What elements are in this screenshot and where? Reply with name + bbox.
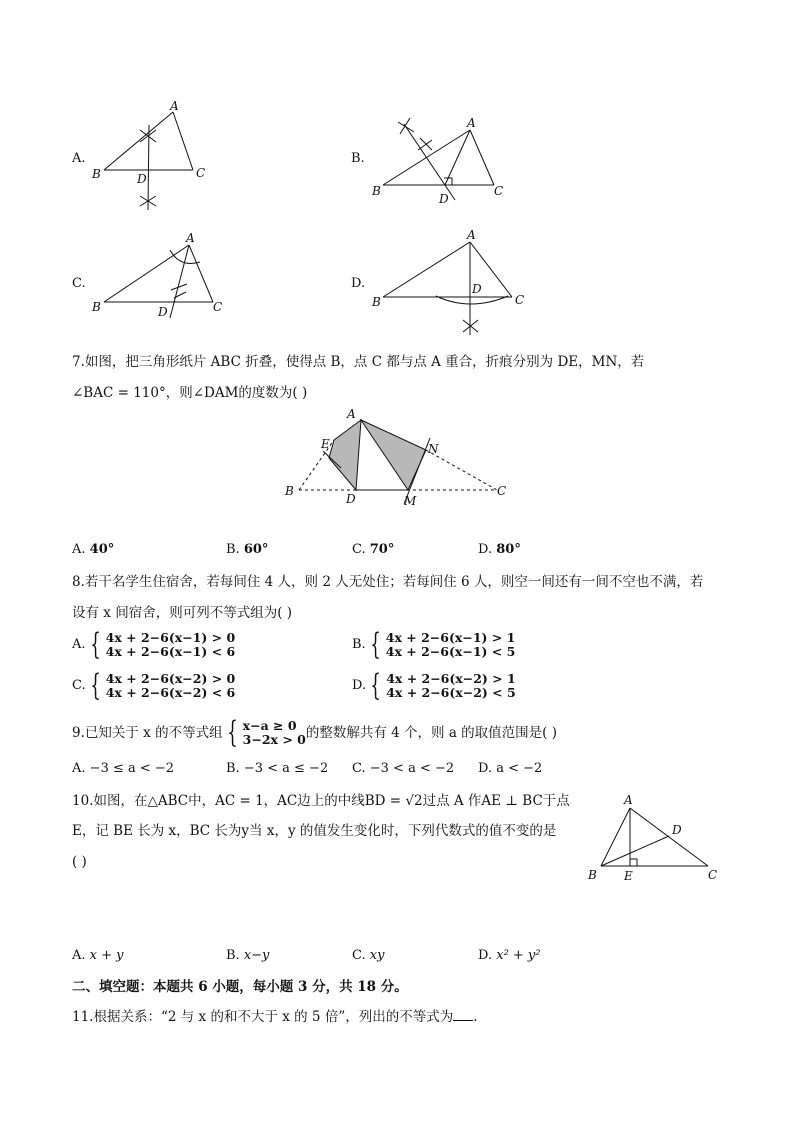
q10-option-a: A. x + y bbox=[72, 948, 124, 963]
q8-option-b: B. { 4x + 2−6(x−1) > 1 4x + 2−6(x−1) < 5 bbox=[352, 627, 516, 662]
label-c: C bbox=[494, 184, 504, 198]
q10-line2: E，记 BE 长为 x，BC 长为y当 x，y 的值发生变化时，下列代数式的值不变的是 bbox=[72, 823, 557, 839]
label-m: M bbox=[404, 494, 417, 508]
diagram-option-c bbox=[88, 228, 228, 320]
label-b: B bbox=[372, 295, 381, 309]
diagram-option-b bbox=[370, 110, 510, 210]
label-c: C bbox=[497, 484, 507, 498]
option-label-d: D. bbox=[351, 276, 366, 291]
label-d: D bbox=[672, 823, 682, 837]
q9-option-c: C. −3 < a < −2 bbox=[352, 761, 455, 776]
section-heading: 二、填空题：本题共 6 小题，每小题 3 分，共 18 分。 bbox=[72, 979, 408, 995]
label-b: B bbox=[372, 184, 381, 198]
label-a: A bbox=[347, 407, 356, 421]
label-e: E bbox=[321, 437, 330, 451]
option-label-b: B. bbox=[351, 151, 365, 166]
q10-option-d: D. x² + y² bbox=[478, 948, 541, 963]
q9-stem: 9.已知关于 x 的不等式组 { x−a ≥ 0 3−2x > 0 的整数解共有 4 个，则 a 的取值范围是( ) bbox=[72, 715, 558, 750]
q7-figure bbox=[280, 402, 520, 508]
q9-option-d: D. a < −2 bbox=[478, 761, 543, 776]
q10-figure bbox=[585, 790, 725, 885]
q8-option-c: C. { 4x + 2−6(x−2) > 0 4x + 2−6(x−2) < 6 bbox=[72, 668, 236, 703]
q8-line1: 8.若干名学生住宿舍，若每间住 4 人，则 2 人无处住；若每间住 6 人，则空一间还有一间不空也不满，若 bbox=[72, 574, 704, 590]
label-b: B bbox=[92, 300, 101, 314]
q10-line1: 10.如图，在△ABC中，AC = 1，AC边上的中线BD = √2过点 A 作AE ⊥ BC于点 bbox=[72, 793, 570, 809]
option-label-a: A. bbox=[72, 151, 86, 166]
diagram-option-d bbox=[368, 228, 528, 340]
label-c: C bbox=[196, 166, 206, 180]
diagram-option-a bbox=[85, 96, 215, 214]
label-b: B bbox=[92, 167, 101, 181]
label-c: C bbox=[213, 300, 223, 314]
label-n: N bbox=[428, 442, 439, 456]
label-a: A bbox=[467, 228, 476, 242]
label-a: A bbox=[467, 116, 476, 130]
label-d: D bbox=[346, 492, 356, 506]
q7-line2: ∠BAC = 110°，则∠DAM的度数为( ) bbox=[72, 385, 308, 401]
q7-option-c: C. 70° bbox=[352, 542, 395, 557]
q11-stem: 11.根据关系：“2 与 x 的和不大于 x 的 5 倍”，列出的不等式为 . bbox=[72, 1009, 478, 1025]
label-c: C bbox=[515, 293, 525, 307]
q7-line1: 7.如图，把三角形纸片 ABC 折叠，使得点 B，点 C 都与点 A 重合，折痕分别为 DE，MN，若 bbox=[72, 354, 645, 370]
label-b: B bbox=[588, 868, 597, 882]
label-d: D bbox=[472, 282, 482, 296]
q10-option-b: B. x−y bbox=[226, 948, 270, 963]
label-a: A bbox=[624, 793, 633, 807]
q9-option-b: B. −3 < a ≤ −2 bbox=[226, 761, 329, 776]
label-b: B bbox=[285, 484, 294, 498]
q8-option-a: A. { 4x + 2−6(x−1) > 0 4x + 2−6(x−1) < 6 bbox=[72, 627, 236, 662]
q7-option-b: B. 60° bbox=[226, 542, 269, 557]
q7-option-d: D. 80° bbox=[478, 542, 521, 557]
label-c: C bbox=[708, 868, 718, 882]
q7-option-a: A. 40° bbox=[72, 542, 115, 557]
q8-line2: 设有 x 间宿舍，则可列不等式组为( ) bbox=[72, 605, 293, 621]
label-d: D bbox=[158, 305, 168, 319]
q8-option-d: D. { 4x + 2−6(x−2) > 1 4x + 2−6(x−2) < 5 bbox=[352, 668, 516, 703]
q10-option-c: C. xy bbox=[352, 948, 385, 963]
label-e: E bbox=[624, 869, 633, 883]
label-d: D bbox=[439, 192, 449, 206]
option-label-c: C. bbox=[72, 276, 86, 291]
q10-line3: ( ) bbox=[72, 854, 87, 870]
q9-option-a: A. −3 ≤ a < −2 bbox=[72, 761, 175, 776]
label-d: D bbox=[137, 172, 147, 186]
label-a: A bbox=[170, 99, 179, 113]
label-a: A bbox=[186, 231, 195, 245]
answer-blank[interactable] bbox=[453, 1008, 473, 1021]
